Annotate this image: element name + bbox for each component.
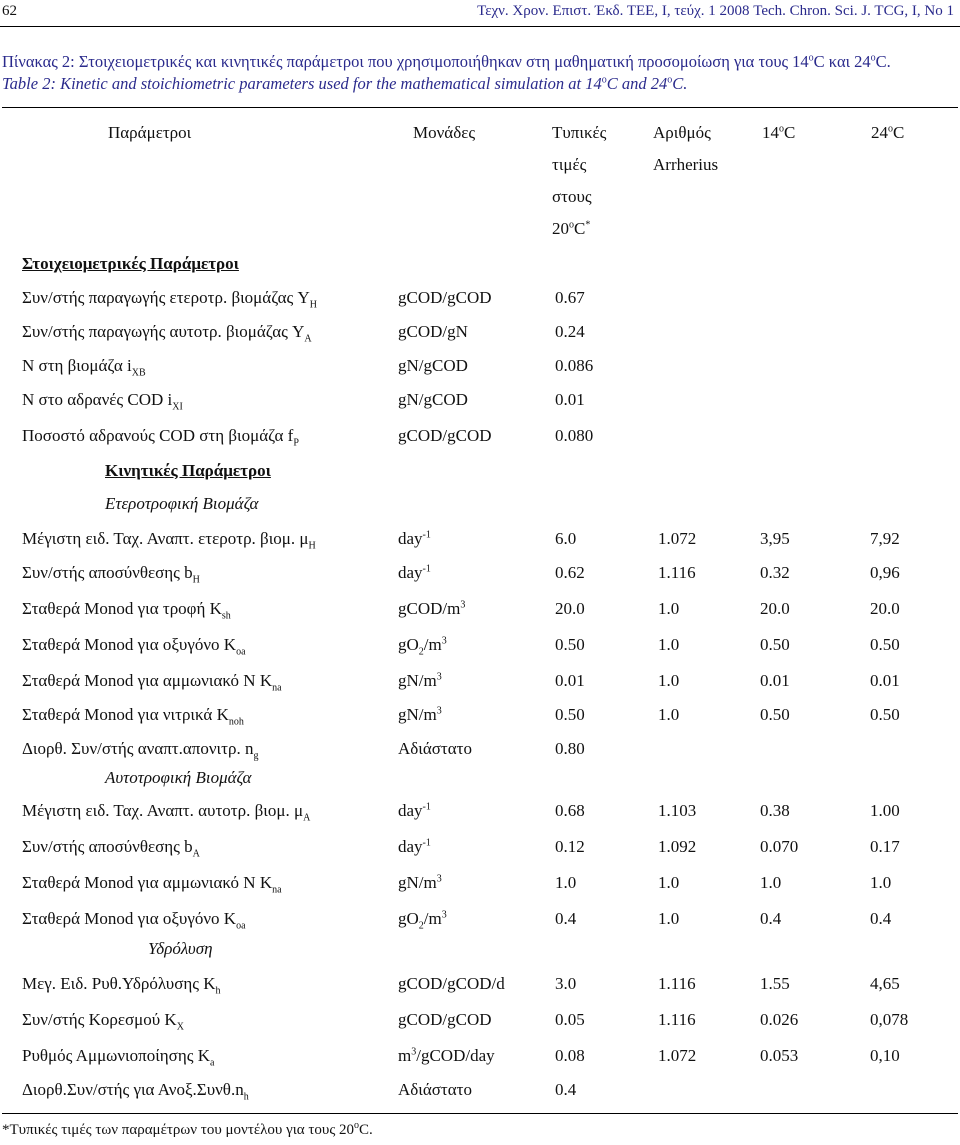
value-14c: 0.053 bbox=[760, 1046, 799, 1065]
param-unit: gCOD/$m^3$ bbox=[398, 599, 466, 618]
typical-value: 0.50 bbox=[555, 705, 585, 724]
table-row bbox=[0, 422, 960, 452]
typical-value: 0.4 bbox=[555, 1080, 577, 1099]
value-24c: 0,10 bbox=[870, 1046, 900, 1065]
value-14c: 20.0 bbox=[760, 599, 790, 618]
table-row bbox=[0, 905, 960, 935]
param-name: Σταθερά Monod για οξυγόνο $K_{oa}$ bbox=[22, 909, 246, 932]
param-name: Ρυθμός Αμμωνιοποίησης $K_a$ bbox=[22, 1046, 215, 1069]
col-header-unit: Μονάδες bbox=[413, 123, 476, 142]
value-24c: 4,65 bbox=[870, 974, 900, 993]
subsection-autotrophic: Αυτοτροφική Βιομάζα bbox=[105, 768, 252, 787]
typical-value: 0.50 bbox=[555, 635, 585, 654]
table-row bbox=[0, 318, 960, 348]
arrhenius-value: 1.072 bbox=[658, 1046, 697, 1065]
typical-value: 0.62 bbox=[555, 563, 585, 582]
param-unit: Αδιάστατο bbox=[398, 739, 473, 758]
value-14c: 0.50 bbox=[760, 705, 790, 724]
table-row bbox=[0, 525, 960, 555]
table-row bbox=[0, 797, 960, 827]
table-top-rule bbox=[2, 107, 958, 108]
value-24c: 0.50 bbox=[870, 705, 900, 724]
value-24c: 1.0 bbox=[870, 873, 892, 892]
table-row bbox=[0, 352, 960, 382]
table-row bbox=[0, 1076, 960, 1106]
table-row bbox=[0, 595, 960, 625]
value-14c: 0.38 bbox=[760, 801, 790, 820]
arrhenius-value: 1.0 bbox=[658, 909, 680, 928]
col-header-24c: 24$^o$C bbox=[871, 123, 905, 142]
caption-greek: Πίνακας 2: Στοιχειομετρικές και κινητικές παράμετροι που χρησιμοποιήθηκαν στη μαθηματική προσομοίωση για τους 14$^o$C και 24$^o$C. bbox=[2, 52, 891, 71]
value-14c: 0.070 bbox=[760, 837, 799, 856]
value-24c: 0.50 bbox=[870, 635, 900, 654]
arrhenius-value: 1.092 bbox=[658, 837, 697, 856]
typical-value: 0.01 bbox=[555, 671, 585, 690]
arrhenius-value: 1.0 bbox=[658, 599, 680, 618]
typical-value: 0.68 bbox=[555, 801, 585, 820]
typical-value: 6.0 bbox=[555, 529, 577, 548]
param-unit: day$^{-1}$ bbox=[398, 837, 431, 856]
col-header-arrhenius: Αριθμός Arrherius bbox=[653, 123, 719, 174]
param-unit: gCOD/gCOD/d bbox=[398, 974, 505, 993]
typical-value: 0.08 bbox=[555, 1046, 585, 1065]
subsection-heterotrophic: Ετεροτροφική Βιομάζα bbox=[105, 494, 259, 513]
table-row bbox=[0, 833, 960, 863]
caption-english: Table 2: Kinetic and stoichiometric parameters used for the mathematical simulation at 14$^o$C and 24$^o$C. bbox=[2, 74, 688, 93]
typical-value: 0.080 bbox=[555, 426, 594, 445]
table-row bbox=[0, 559, 960, 589]
table-row bbox=[0, 284, 960, 314]
typical-value: 3.0 bbox=[555, 974, 577, 993]
value-14c: 0.32 bbox=[760, 563, 790, 582]
value-24c: 20.0 bbox=[870, 599, 900, 618]
param-unit: $gN/m^3$ bbox=[398, 705, 442, 724]
value-14c: 3,95 bbox=[760, 529, 790, 548]
param-name: Διορθ. Συν/στής αναπτ.απονιτρ. $n_g$ bbox=[22, 739, 259, 762]
table-row bbox=[0, 970, 960, 1000]
typical-value: 0.67 bbox=[555, 288, 585, 307]
param-name: Συν/στής παραγωγής αυτοτρ. βιομάζας $Y_A$ bbox=[22, 322, 312, 345]
typical-value: 0.80 bbox=[555, 739, 585, 758]
arrhenius-value: 1.116 bbox=[658, 974, 696, 993]
typical-value: 1.0 bbox=[555, 873, 577, 892]
table-row bbox=[0, 869, 960, 899]
param-name: Ν στο αδρανές COD $i_{XI}$ bbox=[22, 390, 183, 413]
arrhenius-value: 1.0 bbox=[658, 873, 680, 892]
section-kinetic: Κινητικές Παράμετροι bbox=[105, 461, 271, 480]
value-14c: 1.0 bbox=[760, 873, 782, 892]
arrhenius-value: 1.103 bbox=[658, 801, 697, 820]
col-header-typical: Τυπικές τιμές στους 20$^o$C* bbox=[552, 123, 607, 238]
running-header bbox=[0, 0, 960, 27]
param-unit: gCOD/gCOD bbox=[398, 288, 492, 307]
value-14c: 0.01 bbox=[760, 671, 790, 690]
col-header-14c: 14$^o$C bbox=[762, 123, 796, 142]
typical-value: 0.4 bbox=[555, 909, 577, 928]
param-name: Μεγ. Ειδ. Ρυθ.Υδρόλυσης $K_h$ bbox=[22, 974, 221, 997]
table-row bbox=[0, 1042, 960, 1072]
col-header-param: Παράμετροι bbox=[108, 123, 192, 142]
value-14c: 0.50 bbox=[760, 635, 790, 654]
param-name: Συν/στής αποσύνθεσης $b_H$ bbox=[22, 563, 200, 586]
value-24c: 0.01 bbox=[870, 671, 900, 690]
typical-value: 0.12 bbox=[555, 837, 585, 856]
typical-value: 0.24 bbox=[555, 322, 585, 341]
table-row bbox=[0, 735, 960, 765]
footnote: *Τυπικές τιμές των παραμέτρων του μοντέλου για τους 20$^o$C. bbox=[2, 1120, 373, 1138]
section-stoichiometric: Στοιχειομετρικές Παράμετροι bbox=[22, 254, 239, 273]
param-unit: gCOD/gCOD bbox=[398, 426, 492, 445]
param-name: Συν/στής παραγωγής ετεροτρ. βιομάζας $Y_H$ bbox=[22, 288, 318, 311]
value-24c: 7,92 bbox=[870, 529, 900, 548]
value-24c: 1.00 bbox=[870, 801, 900, 820]
param-unit: gN/gCOD bbox=[398, 390, 468, 409]
arrhenius-value: 1.0 bbox=[658, 635, 680, 654]
value-14c: 1.55 bbox=[760, 974, 790, 993]
arrhenius-value: 1.0 bbox=[658, 705, 680, 724]
param-name: Σταθερά Monod για νιτρικά $K_{noh}$ bbox=[22, 705, 244, 728]
value-24c: 0.4 bbox=[870, 909, 892, 928]
param-unit: Αδιάστατο bbox=[398, 1080, 473, 1099]
param-unit: gN/gCOD bbox=[398, 356, 468, 375]
param-name: Σταθερά Monod για τροφή $K_{sh}$ bbox=[22, 599, 231, 622]
typical-value: 20.0 bbox=[555, 599, 585, 618]
arrhenius-value: 1.116 bbox=[658, 1010, 696, 1029]
value-14c: 0.4 bbox=[760, 909, 782, 928]
param-name: Συν/στής αποσύνθεσης $b_A$ bbox=[22, 837, 200, 860]
value-24c: 0.17 bbox=[870, 837, 900, 856]
table-row bbox=[0, 1006, 960, 1036]
param-name: Σταθερά Monod για αμμωνιακό N $K_{na}$ bbox=[22, 873, 282, 896]
typical-value: 0.05 bbox=[555, 1010, 585, 1029]
param-unit: $gN/m^3$ bbox=[398, 671, 442, 690]
param-name: Ποσοστό αδρανούς COD στη βιομάζα $f_P$ bbox=[22, 426, 299, 449]
table-bottom-rule bbox=[2, 1113, 958, 1114]
param-unit: $gN/m^3$ bbox=[398, 873, 442, 892]
param-unit: $m^3/gCOD$/day bbox=[398, 1046, 495, 1065]
param-unit: gCOD/gCOD bbox=[398, 1010, 492, 1029]
param-name: Σταθερά Monod για αμμωνιακό N $K_{na}$ bbox=[22, 671, 282, 694]
param-name: Σταθερά Monod για οξυγόνο $K_{oa}$ bbox=[22, 635, 246, 658]
value-14c: 0.026 bbox=[760, 1010, 799, 1029]
param-unit: gCOD/gN bbox=[398, 322, 468, 341]
param-unit: $gO_2/m^3$ bbox=[398, 909, 447, 932]
param-name: Συν/στής Κορεσμού $K_X$ bbox=[22, 1010, 184, 1033]
param-name: Διορθ.Συν/στής για $A\nu o\xi.\Sigma\upsilon\nu\theta.n_h$ bbox=[22, 1080, 249, 1103]
param-name: Μέγιστη ειδ. Ταχ. Αναπτ. αυτοτρ. βιομ. $\mu_A$ bbox=[22, 801, 311, 824]
table-row bbox=[0, 667, 960, 697]
param-unit: day$^{-1}$ bbox=[398, 563, 431, 582]
table-row bbox=[0, 386, 960, 416]
param-unit: day$^{-1}$ bbox=[398, 529, 431, 548]
table-row bbox=[0, 631, 960, 661]
param-unit: day$^{-1}$ bbox=[398, 801, 431, 820]
typical-value: 0.086 bbox=[555, 356, 594, 375]
journal-reference: Τεχν. Χρον. Επιστ. Έκδ. ΤΕΕ, Ι, τεύχ. 1 2008 Tech. Chron. Sci. J. TCG, I, No 1 bbox=[477, 3, 954, 19]
arrhenius-value: 1.072 bbox=[658, 529, 697, 548]
param-unit: $gO_2/m^3$ bbox=[398, 635, 447, 658]
arrhenius-value: 1.0 bbox=[658, 671, 680, 690]
param-name: Ν στη βιομάζα $i_{XB}$ bbox=[22, 356, 146, 379]
value-24c: 0,96 bbox=[870, 563, 900, 582]
table-row bbox=[0, 701, 960, 731]
param-name: Μέγιστη ειδ. Ταχ. Αναπτ. ετεροτρ. βιομ. $\mu_H$ bbox=[22, 529, 316, 552]
arrhenius-value: 1.116 bbox=[658, 563, 696, 582]
page-number: 62 bbox=[2, 3, 17, 19]
typical-value: 0.01 bbox=[555, 390, 585, 409]
subsection-hydrolysis: Υδρόλυση bbox=[148, 939, 213, 958]
value-24c: 0,078 bbox=[870, 1010, 909, 1029]
